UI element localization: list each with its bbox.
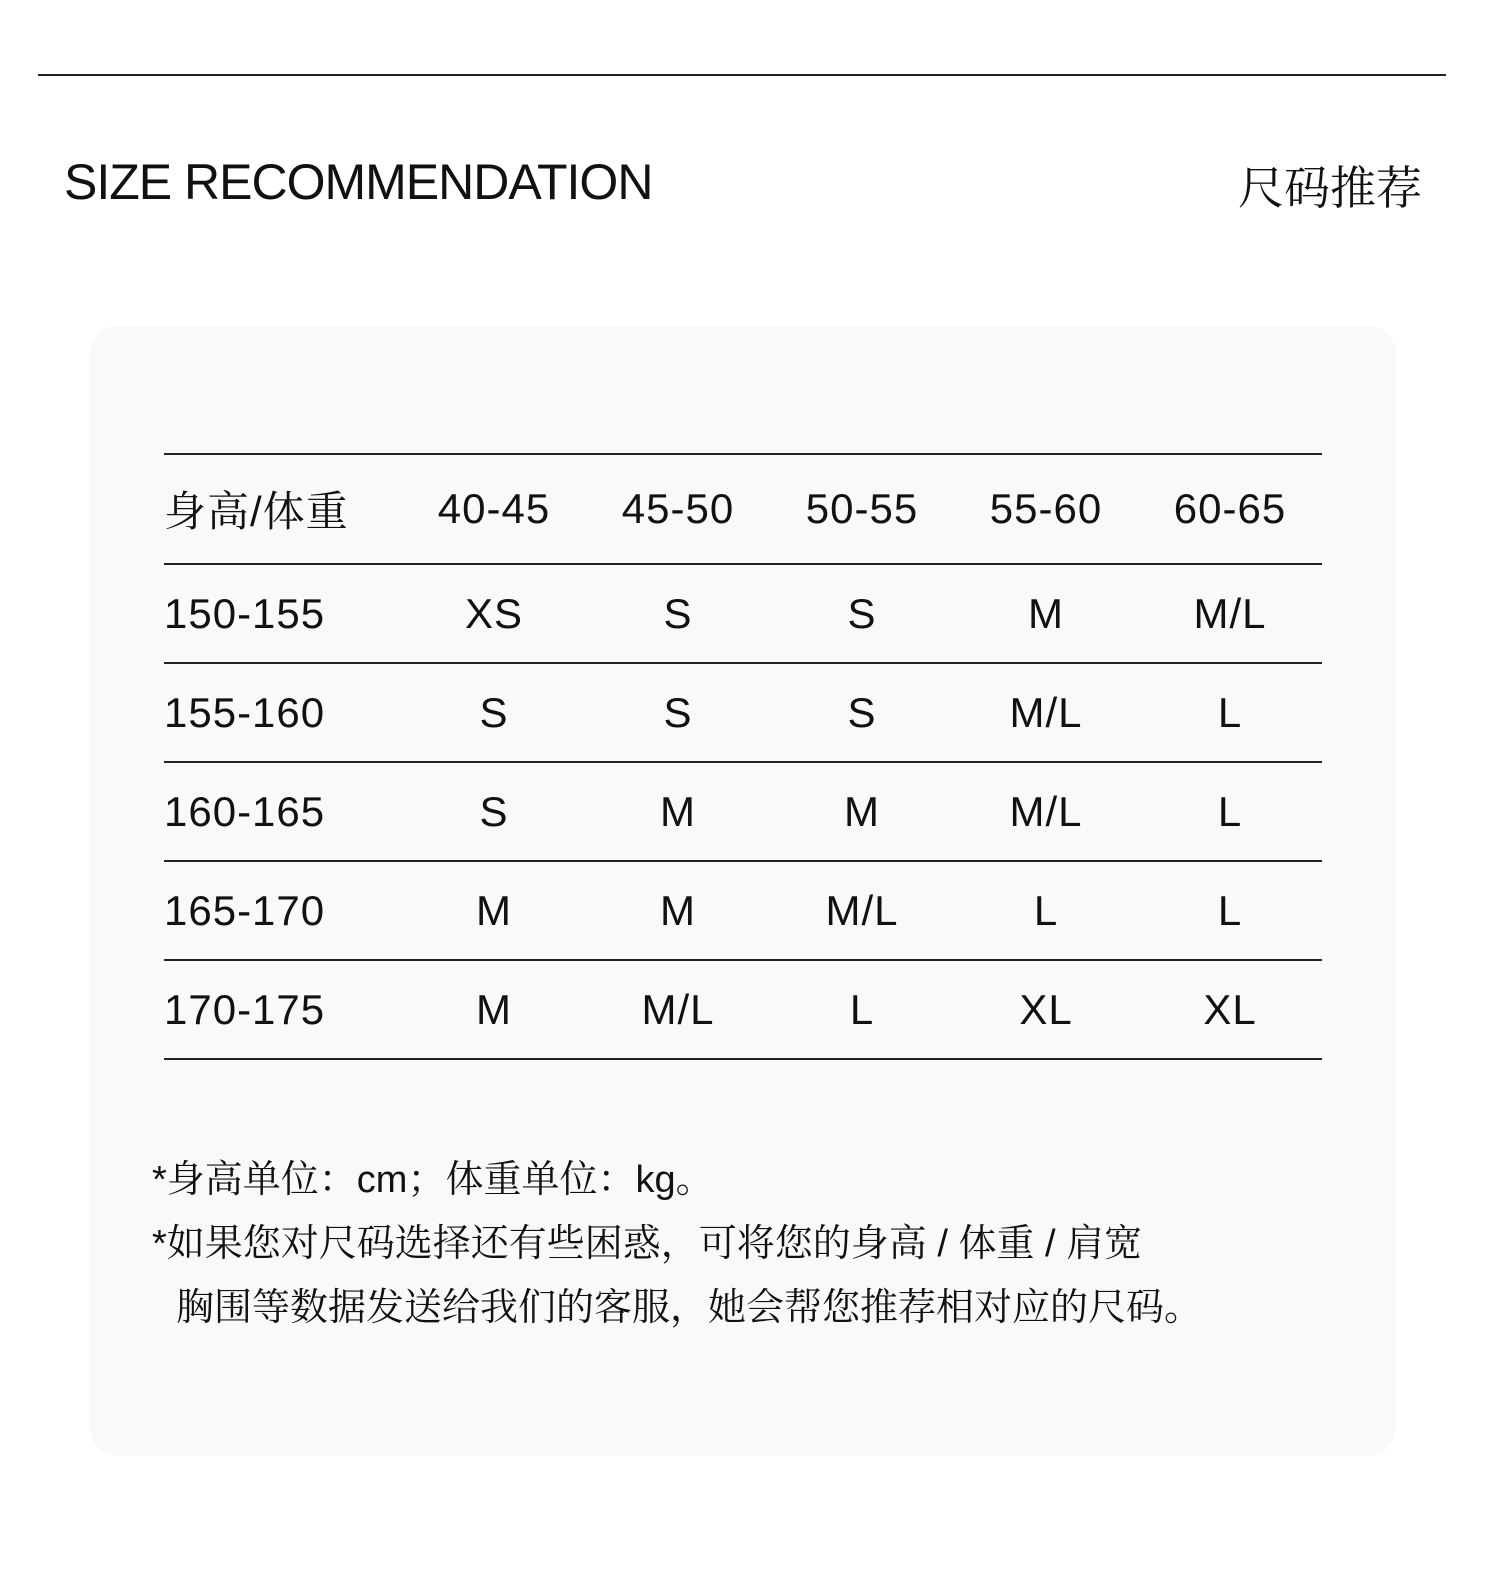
size-cell: S — [770, 564, 954, 663]
table-header-row — [164, 454, 1322, 564]
size-cell: M — [770, 762, 954, 861]
page-title-zh: 尺码推荐 — [1238, 162, 1422, 214]
height-cell: 160-165 — [164, 762, 402, 861]
weight-header: 40-45 — [402, 454, 586, 564]
size-cell: L — [1138, 861, 1322, 960]
size-cell: M/L — [954, 663, 1138, 762]
weight-header: 60-65 — [1138, 454, 1322, 564]
size-cell: M/L — [954, 762, 1138, 861]
size-cell: M — [586, 861, 770, 960]
size-cell: S — [586, 564, 770, 663]
help-note: *如果您对尺码选择还有些困惑，可将您的身高 / 体重 / 肩宽 — [152, 1223, 1143, 1265]
size-cell: M — [402, 861, 586, 960]
table-row — [164, 861, 1322, 960]
page-title-en: SIZE RECOMMENDATION — [64, 154, 653, 210]
table-row — [164, 762, 1322, 861]
size-cell: M/L — [1138, 564, 1322, 663]
notes — [152, 1148, 1202, 1340]
size-cell: M — [954, 564, 1138, 663]
height-cell: 155-160 — [164, 663, 402, 762]
weight-header: 55-60 — [954, 454, 1138, 564]
top-divider — [38, 74, 1446, 76]
size-table — [164, 453, 1322, 1060]
height-cell: 150-155 — [164, 564, 402, 663]
weight-header: 45-50 — [586, 454, 770, 564]
size-cell: L — [1138, 762, 1322, 861]
size-cell: M — [586, 762, 770, 861]
size-cell: S — [770, 663, 954, 762]
table-row — [164, 960, 1322, 1059]
size-cell: M — [402, 960, 586, 1059]
height-cell: 170-175 — [164, 960, 402, 1059]
corner-label: 身高/体重 — [164, 454, 402, 564]
size-cell: XL — [954, 960, 1138, 1059]
table-row — [164, 663, 1322, 762]
table-row — [164, 564, 1322, 663]
size-cell: M/L — [586, 960, 770, 1059]
size-cell: S — [402, 762, 586, 861]
size-cell: L — [770, 960, 954, 1059]
size-cell: S — [402, 663, 586, 762]
unit-note: *身高单位：cm；体重单位：kg。 — [152, 1159, 714, 1201]
size-cell: M/L — [770, 861, 954, 960]
weight-header: 50-55 — [770, 454, 954, 564]
size-cell: L — [1138, 663, 1322, 762]
size-cell: XL — [1138, 960, 1322, 1059]
size-cell: S — [586, 663, 770, 762]
size-cell: XS — [402, 564, 586, 663]
help-note-continued: 胸围等数据发送给我们的客服，她会帮您推荐相对应的尺码。 — [176, 1287, 1203, 1329]
height-cell: 165-170 — [164, 861, 402, 960]
size-cell: L — [954, 861, 1138, 960]
